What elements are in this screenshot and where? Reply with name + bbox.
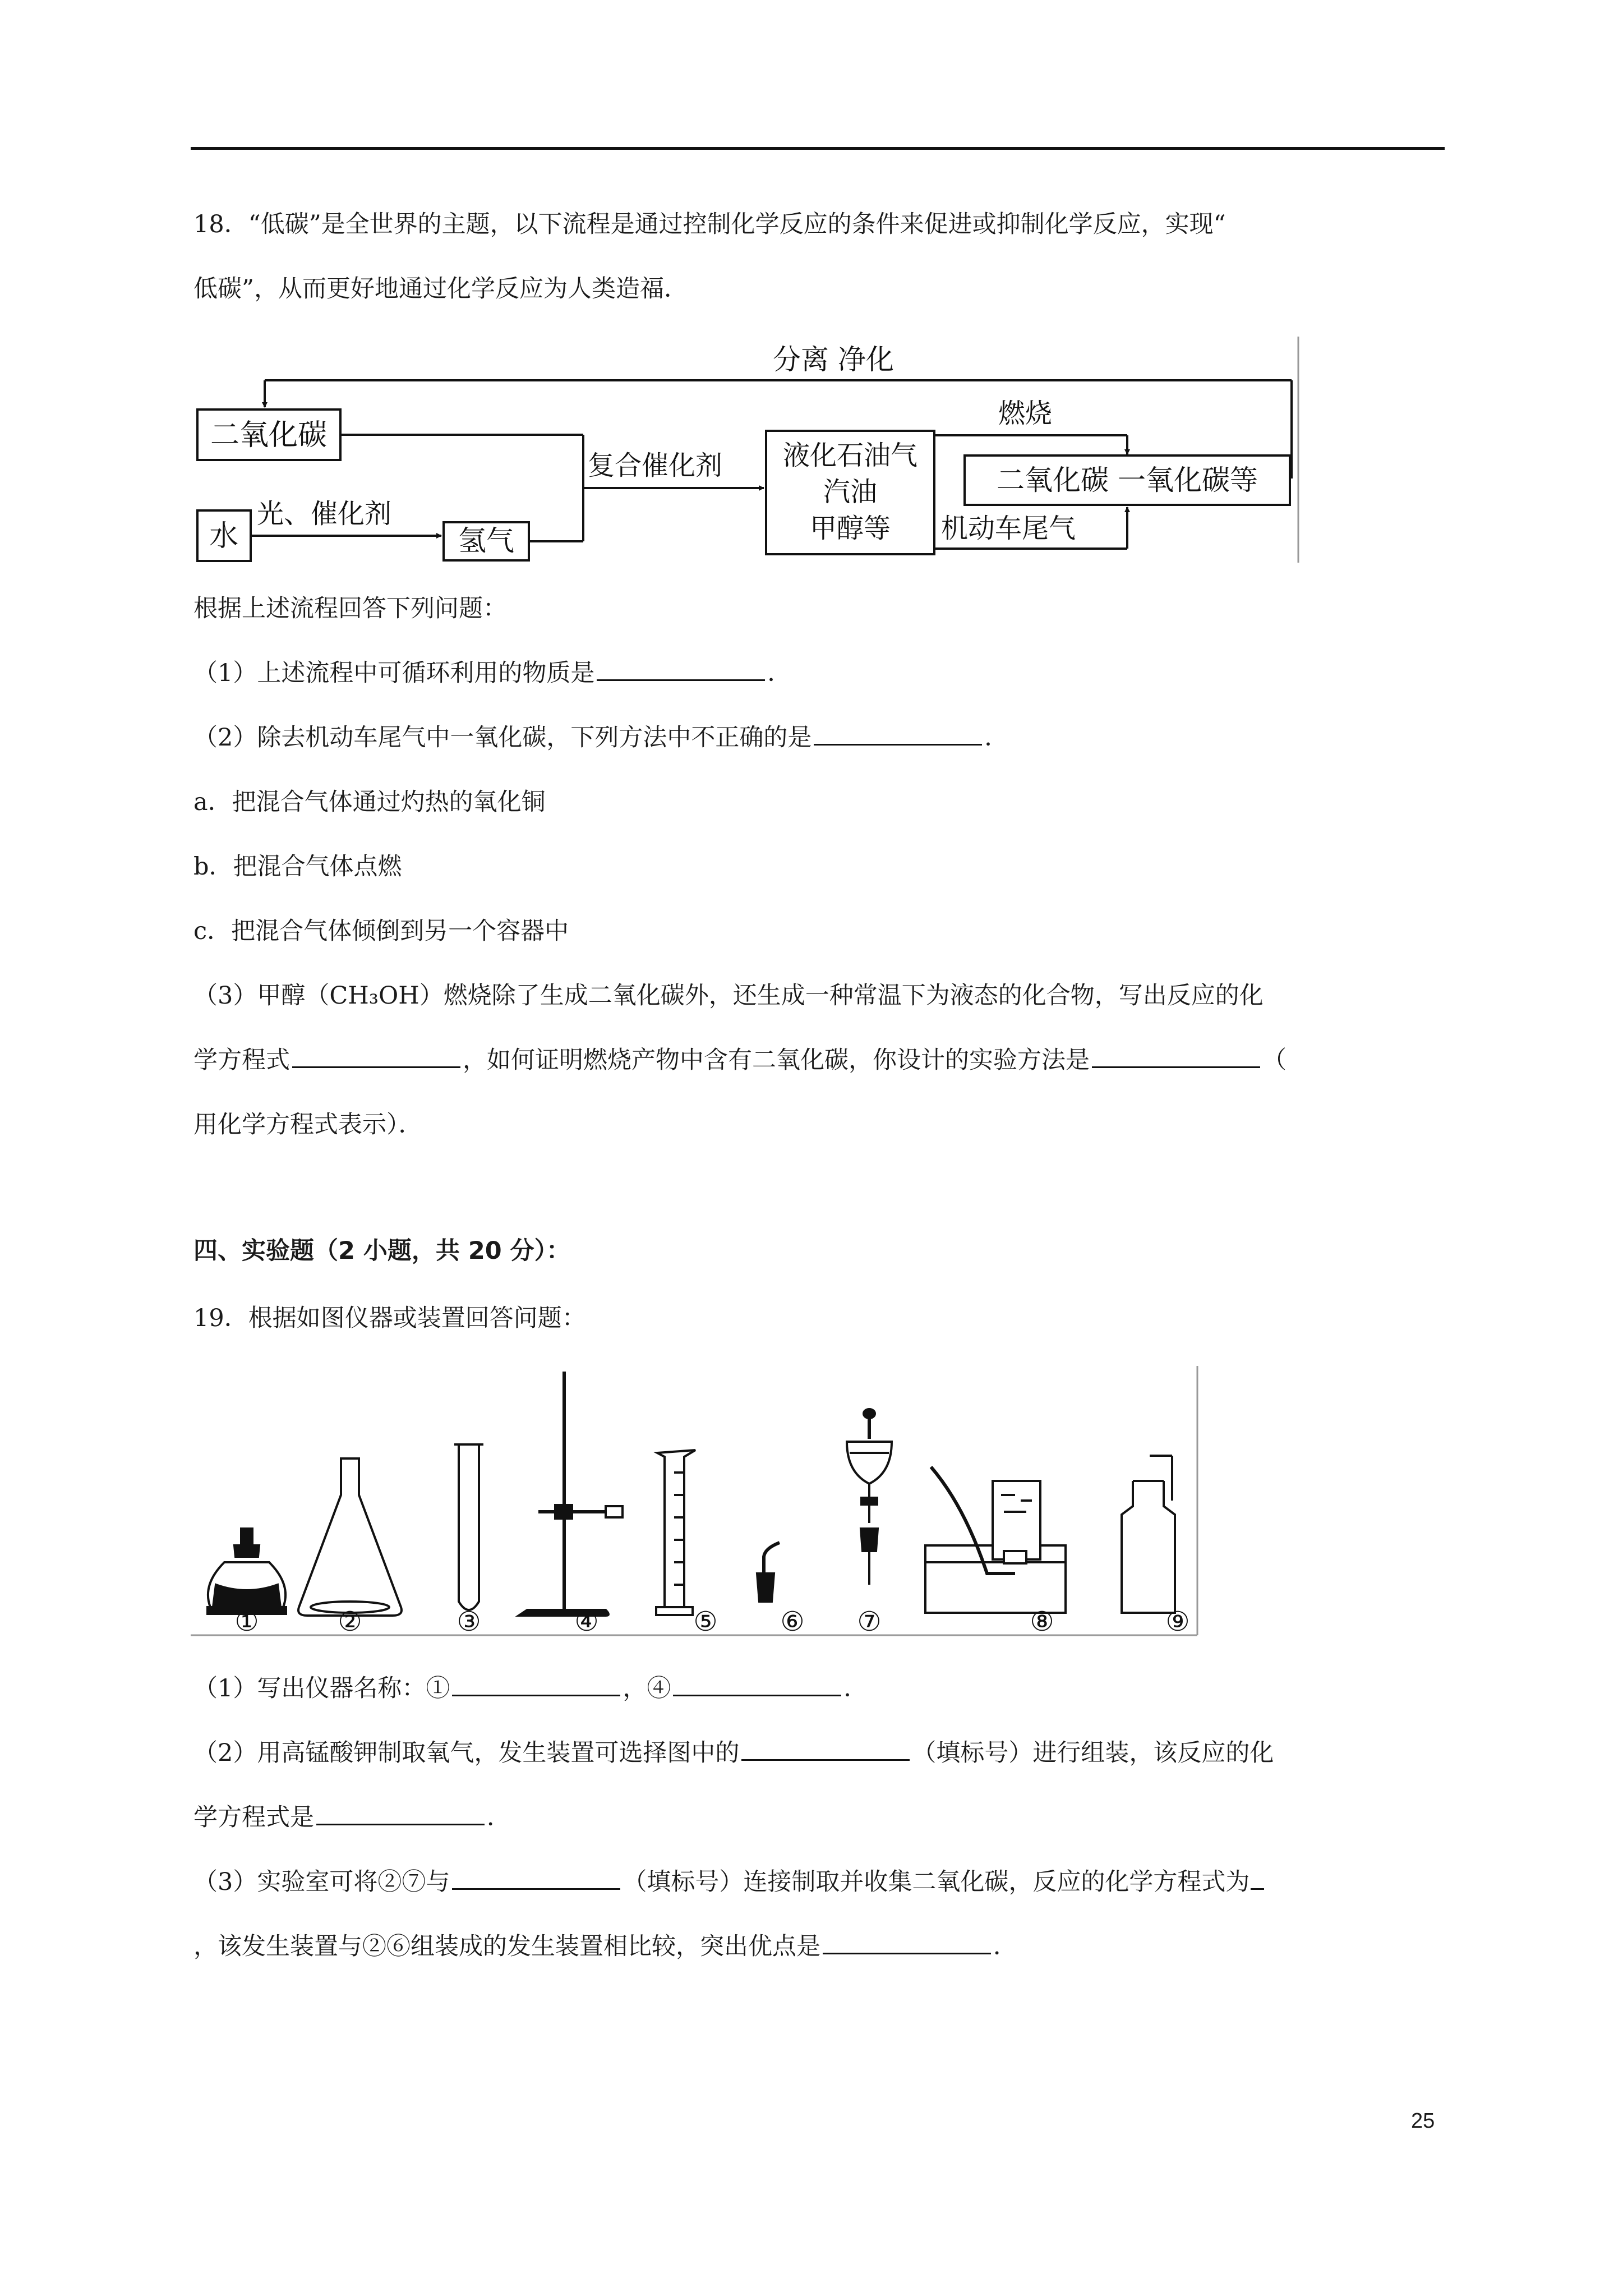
- header-rule: [191, 147, 1445, 150]
- q19-stem: 19．根据如图仪器或装置回答问题：: [193, 1304, 586, 1332]
- composite-catalyst-label: 复合催化剂: [588, 450, 723, 481]
- q19-part3-apparatus-blank[interactable]: [452, 1866, 620, 1890]
- light-catalyst-label: 光、催化剂: [257, 498, 392, 530]
- section4-heading: 四、实验题（2 小题，共 20 分）：: [193, 1237, 571, 1265]
- conical-flask-icon: [298, 1458, 402, 1616]
- q19-part2-equation-blank[interactable]: [316, 1801, 485, 1825]
- fuel-line3: 甲醇等: [809, 513, 891, 544]
- graduated-cylinder-icon: [656, 1450, 695, 1615]
- iron-stand-icon: [519, 1372, 623, 1616]
- co2-label: 二氧化碳: [210, 418, 328, 452]
- q19-part1-blank1[interactable]: [452, 1672, 620, 1696]
- fuel-line2: 汽油: [823, 476, 878, 508]
- burning-label: 燃烧: [998, 398, 1053, 429]
- water-label: 水: [209, 519, 239, 553]
- q19-part2-line2: 学方程式是 ．: [193, 1801, 511, 1834]
- hydrogen-label: 氢气: [458, 524, 514, 557]
- label-7: ⑦: [857, 1606, 882, 1637]
- label-8: ⑧: [1030, 1606, 1054, 1637]
- q19-part3-line2: ，该发生装置与②⑥组装成的发生装置相比较，突出优点是 ．: [193, 1930, 1017, 1963]
- label-9: ⑨: [1165, 1606, 1190, 1637]
- q18-option-c: c．把混合气体倾倒到另一个容器中: [193, 917, 569, 945]
- label-6: ⑥: [780, 1606, 805, 1637]
- test-tube-icon: [454, 1444, 483, 1610]
- label-5: ⑤: [693, 1606, 718, 1637]
- q18-intro: 根据上述流程回答下列问题：: [193, 595, 507, 623]
- q18-part2-answer-blank[interactable]: [814, 721, 982, 746]
- label-3: ③: [457, 1606, 481, 1637]
- q19-part3-advantage-blank[interactable]: [823, 1930, 991, 1954]
- q18-stem-line2: 低碳”，从而更好地通过化学反应为人类造福．: [193, 275, 688, 303]
- q19-part2-line1: （2）用高锰酸钾制取氧气，发生装置可选择图中的 （填标号）进行组装，该反应的化: [193, 1736, 1274, 1770]
- separating-funnel-icon: [847, 1409, 892, 1585]
- q19-apparatus-figure: [191, 1360, 1200, 1643]
- separate-purify-label: 分离 净化: [773, 343, 894, 376]
- q18-part1: （1）上述流程中可循环利用的物质是 ．: [193, 656, 791, 690]
- q18-part1-answer-blank[interactable]: [597, 657, 765, 681]
- q18-option-b: b．把混合气体点燃: [193, 853, 402, 881]
- fuel-line1: 液化石油气: [782, 440, 918, 471]
- label-1: ①: [234, 1606, 259, 1637]
- q19-part2-apparatus-blank[interactable]: [741, 1737, 910, 1761]
- label-2: ②: [338, 1606, 362, 1637]
- q18-flow-diagram: [191, 335, 1307, 570]
- page-number: 25: [1411, 2109, 1435, 2133]
- q18-part3-line3: 用化学方程式表示）．: [193, 1111, 423, 1139]
- gas-bottle-icon: [1122, 1456, 1175, 1613]
- q18-part2: （2）除去机动车尾气中一氧化碳，下列方法中不正确的是 ．: [193, 721, 1008, 754]
- q18-option-a: a．把混合气体通过灼热的氧化铜: [193, 788, 546, 816]
- q19-part1: （1）写出仪器名称：① ，④ ．: [193, 1672, 868, 1705]
- products-label: 二氧化碳 一氧化碳等: [997, 464, 1258, 496]
- stopper-with-tube-icon: [757, 1543, 780, 1602]
- q18-part3-line1: （3）甲醇（CH₃OH）燃烧除了生成二氧化碳外，还生成一种常温下为液态的化合物，写出反应的化: [193, 982, 1264, 1010]
- q19-part1-blank4[interactable]: [673, 1672, 841, 1696]
- q18-part3-equation-blank[interactable]: [292, 1044, 460, 1068]
- water-trough-icon: [925, 1467, 1066, 1613]
- q18-stem-line1: 18．“低碳”是全世界的主题，以下流程是通过控制化学反应的条件来促进或抑制化学反应，实现“: [193, 210, 1226, 238]
- q18-part3-line2: 学方程式 ，如何证明燃烧产物中含有二氧化碳，你设计的实验方法是 （: [193, 1043, 1287, 1077]
- exhaust-label: 机动车尾气: [941, 513, 1076, 544]
- q19-part3-line1: （3）实验室可将②⑦与 （填标号）连接制取并收集二氧化碳，反应的化学方程式为: [193, 1865, 1266, 1899]
- q18-part3-method-blank[interactable]: [1092, 1044, 1260, 1068]
- alcohol-lamp-icon: [208, 1529, 286, 1614]
- q19-part3-equation-blank[interactable]: [1251, 1866, 1264, 1890]
- label-4: ④: [574, 1606, 599, 1637]
